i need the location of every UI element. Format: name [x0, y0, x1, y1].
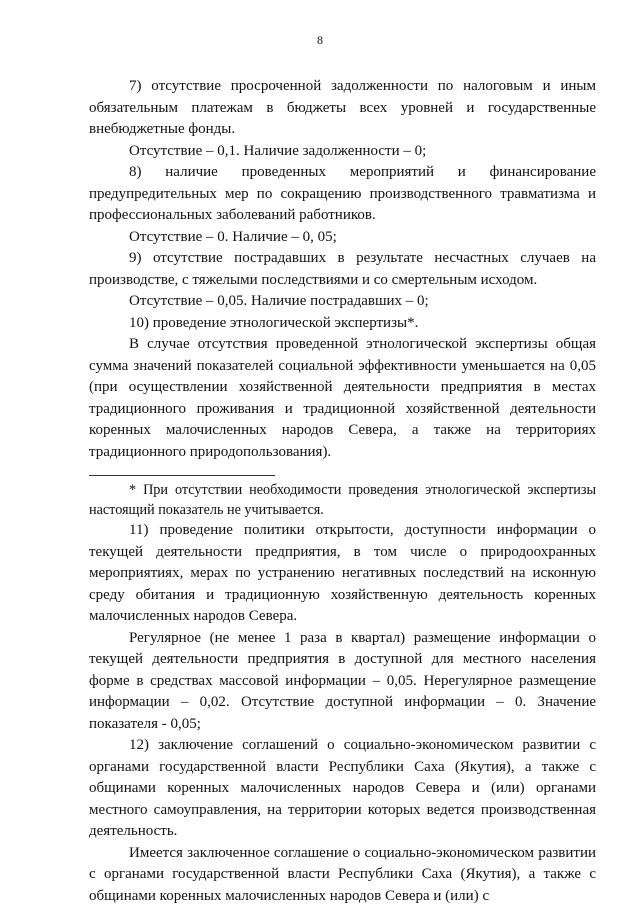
paragraph-item-11: 11) проведение политики открытости, доступности информации о текущей деятельности предприятия, в том числе о природоохранных мероприятиях, мерах по устранению негативных последствий на исконную среду обитания и традиционную хозяйственную деятельность коренных малочисленных народов Севера.: [89, 520, 596, 628]
paragraph-item-12-value: Имеется заключенное соглашение о социально-экономическом развитии с органами государственной власти Республики Саха (Якутия), а также с общинами коренных малочисленных народов Севера и (или) с: [89, 843, 596, 907]
footnote-divider: [89, 475, 275, 476]
paragraph-item-9-value: Отсутствие – 0,05. Наличие пострадавших – 0;: [89, 291, 596, 313]
paragraph-item-10: 10) проведение этнологической экспертизы*.: [89, 313, 596, 335]
document-body: [89, 76, 596, 907]
paragraph-item-8: 8) наличие проведенных мероприятий и финансирование предупредительных мер по сокращению производственного травматизма и профессиональных заболеваний работников.: [89, 162, 596, 227]
paragraph-item-7: 7) отсутствие просроченной задолженности по налоговым и иным обязательным платежам в бюджеты всех уровней и государственные внебюджетные фонды.: [89, 76, 596, 141]
paragraph-item-7-value: Отсутствие – 0,1. Наличие задолженности – 0;: [89, 141, 596, 163]
page-number: 8: [0, 33, 640, 48]
paragraph-item-11-value: Регулярное (не менее 1 раза в квартал) размещение информации о текущей деятельности предприятия в доступной для местного населения форме в средствах массовой информации – 0,05. Нерегулярное размещение информации – 0,02. Отсутствие доступной информации – 0. Значение показателя - 0,05;: [89, 628, 596, 736]
paragraph-item-9: 9) отсутствие пострадавших в результате несчастных случаев на производстве, с тяжелыми последствиями и со смертельным исходом.: [89, 248, 596, 291]
paragraph-item-12: 12) заключение соглашений о социально-экономическом развитии с органами государственной власти Республики Саха (Якутия), а также с общинами коренных малочисленных народов Севера и (или) органами местного самоуправления, на территории которых ведется производственная деятельность.: [89, 735, 596, 843]
paragraph-item-8-value: Отсутствие – 0. Наличие – 0, 05;: [89, 227, 596, 249]
paragraph-item-10-value: В случае отсутствия проведенной этнологической экспертизы общая сумма значений показателей социальной эффективности уменьшается на 0,05 (при осуществлении хозяйственной деятельности предприятия в местах традиционного проживания и традиционной хозяйственной деятельности коренных малочисленных народов Севера, а также на территориях традиционного природопользования).: [89, 334, 596, 463]
footnote: * При отсутствии необходимости проведения этнологической экспертизы настоящий показатель не учитывается.: [89, 480, 596, 520]
